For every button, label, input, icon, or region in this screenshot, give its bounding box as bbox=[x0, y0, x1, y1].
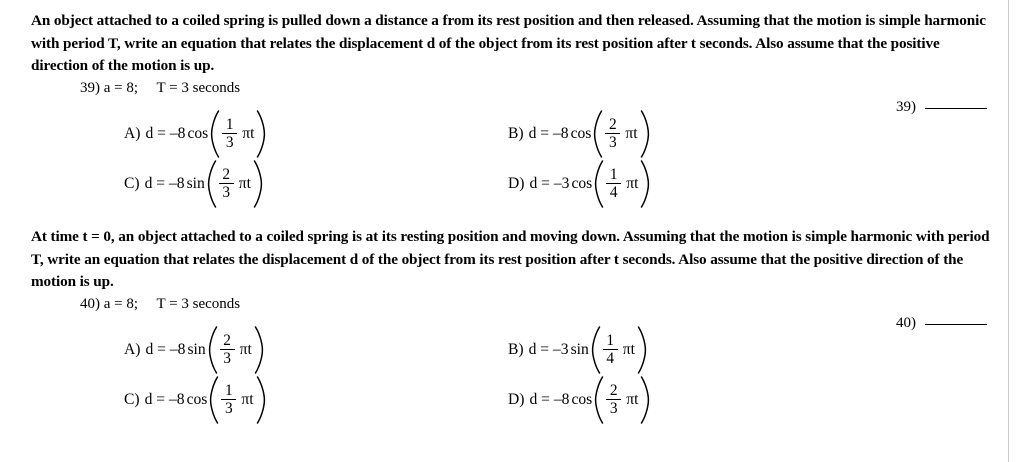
left-paren-icon bbox=[593, 160, 604, 208]
fraction-numerator: 2 bbox=[223, 331, 231, 349]
choice-lead: d = –8 bbox=[144, 390, 185, 408]
left-paren-icon bbox=[208, 376, 219, 424]
fraction-denominator: 3 bbox=[225, 400, 233, 417]
question-number-line-40 bbox=[0, 295, 1024, 331]
question-stem-40: At time t = 0, an object attached to a coiled spring is at its resting position and moving down. Assuming that the motion is simple harmonic with period T, write an equation that relates the displacement d of the object from its rest position after t seconds. Also assume that the positive direction of the motion is up. bbox=[31, 228, 990, 290]
choice-40-b[interactable] bbox=[508, 326, 648, 374]
choice-tail: πt bbox=[626, 390, 639, 408]
fraction-numerator: 1 bbox=[606, 331, 615, 349]
choice-39-a[interactable] bbox=[124, 110, 267, 158]
choice-tail: πt bbox=[238, 174, 251, 192]
fraction-denominator: 4 bbox=[609, 184, 618, 201]
fraction-numerator: 2 bbox=[609, 381, 618, 399]
choice-function: sin bbox=[570, 340, 589, 358]
choice-tail: πt bbox=[239, 340, 252, 358]
question-block-39 bbox=[0, 10, 1024, 214]
right-paren-icon bbox=[256, 110, 267, 158]
right-paren-icon bbox=[640, 160, 651, 208]
right-paren-icon bbox=[640, 110, 651, 158]
fraction bbox=[606, 167, 621, 201]
choice-label: C) bbox=[124, 390, 140, 408]
fraction bbox=[606, 383, 621, 417]
choice-lead: d = –8 bbox=[529, 390, 570, 408]
fraction-denominator: 3 bbox=[225, 134, 234, 151]
choices-40 bbox=[0, 326, 1024, 430]
left-paren-icon bbox=[593, 376, 604, 424]
question-block-40 bbox=[0, 226, 1024, 430]
choice-lead: d = –3 bbox=[528, 340, 569, 358]
choice-label: B) bbox=[508, 340, 524, 358]
choice-39-d[interactable] bbox=[508, 160, 651, 208]
choice-function: cos bbox=[571, 390, 593, 408]
fraction-denominator: 3 bbox=[222, 184, 231, 201]
choice-40-a[interactable] bbox=[124, 326, 265, 374]
question-stem-39: An object attached to a coiled spring is pulled down a distance a from its rest position and then released. Assuming that the motion is simple harmonic with period T, write an equation that relates the displacement d of the object from its rest position after t seconds. Also assume that the positive direction of the motion is up. bbox=[31, 12, 986, 74]
choice-label: A) bbox=[124, 340, 141, 358]
left-paren-icon bbox=[207, 326, 218, 374]
choices-39 bbox=[0, 110, 1024, 214]
choice-lead: d = –3 bbox=[529, 174, 570, 192]
fraction bbox=[219, 167, 234, 201]
fraction-numerator: 1 bbox=[225, 381, 233, 399]
fraction-numerator: 2 bbox=[222, 165, 231, 183]
left-paren-icon bbox=[209, 110, 220, 158]
choice-label: D) bbox=[508, 390, 525, 408]
right-paren-icon bbox=[640, 376, 651, 424]
fraction bbox=[603, 333, 618, 367]
choice-39-b[interactable] bbox=[508, 110, 651, 158]
question-givens-39: 39) a = 8; T = 3 seconds bbox=[80, 79, 241, 96]
choice-40-d[interactable] bbox=[508, 376, 651, 424]
fraction-denominator: 4 bbox=[606, 350, 615, 367]
right-paren-icon bbox=[637, 326, 648, 374]
choice-lead: d = –8 bbox=[145, 340, 186, 358]
answer-slot-label-39: 39) bbox=[896, 98, 916, 115]
choice-lead: d = –8 bbox=[145, 124, 186, 142]
choice-function: cos bbox=[187, 124, 209, 142]
choice-function: sin bbox=[187, 340, 206, 358]
choice-label: C) bbox=[124, 174, 140, 192]
choice-function: cos bbox=[570, 124, 592, 142]
answer-blank-40[interactable] bbox=[925, 313, 987, 325]
choice-lead: d = –8 bbox=[528, 124, 569, 142]
choice-tail: πt bbox=[241, 390, 254, 408]
right-paren-icon bbox=[254, 326, 265, 374]
fraction-denominator: 3 bbox=[609, 400, 618, 417]
answer-slot-label-40: 40) bbox=[896, 314, 916, 331]
fraction bbox=[222, 117, 237, 151]
answer-blank-39[interactable] bbox=[925, 97, 987, 109]
fraction-denominator: 3 bbox=[223, 350, 231, 367]
left-paren-icon bbox=[592, 110, 603, 158]
choice-tail: πt bbox=[625, 124, 638, 142]
right-paren-icon bbox=[253, 160, 264, 208]
question-givens-40: 40) a = 8; T = 3 seconds bbox=[80, 295, 241, 312]
left-paren-icon bbox=[590, 326, 601, 374]
choice-tail: πt bbox=[622, 340, 635, 358]
choice-function: cos bbox=[571, 174, 593, 192]
fraction-numerator: 1 bbox=[225, 115, 234, 133]
fraction bbox=[220, 333, 235, 367]
right-paren-icon bbox=[256, 376, 267, 424]
fraction-numerator: 2 bbox=[609, 115, 617, 133]
choice-lead: d = –8 bbox=[144, 174, 185, 192]
choice-tail: πt bbox=[242, 124, 255, 142]
fraction bbox=[221, 383, 236, 417]
choice-label: A) bbox=[124, 124, 141, 142]
fraction-numerator: 1 bbox=[609, 165, 618, 183]
choice-function: cos bbox=[186, 390, 208, 408]
fraction-denominator: 3 bbox=[609, 134, 617, 151]
question-number-line-39 bbox=[0, 79, 1024, 115]
left-paren-icon bbox=[206, 160, 217, 208]
fraction bbox=[605, 117, 620, 151]
choice-function: sin bbox=[186, 174, 205, 192]
choice-label: D) bbox=[508, 174, 525, 192]
choice-label: B) bbox=[508, 124, 524, 142]
choice-tail: πt bbox=[626, 174, 639, 192]
choice-40-c[interactable] bbox=[124, 376, 267, 424]
choice-39-c[interactable] bbox=[124, 160, 264, 208]
